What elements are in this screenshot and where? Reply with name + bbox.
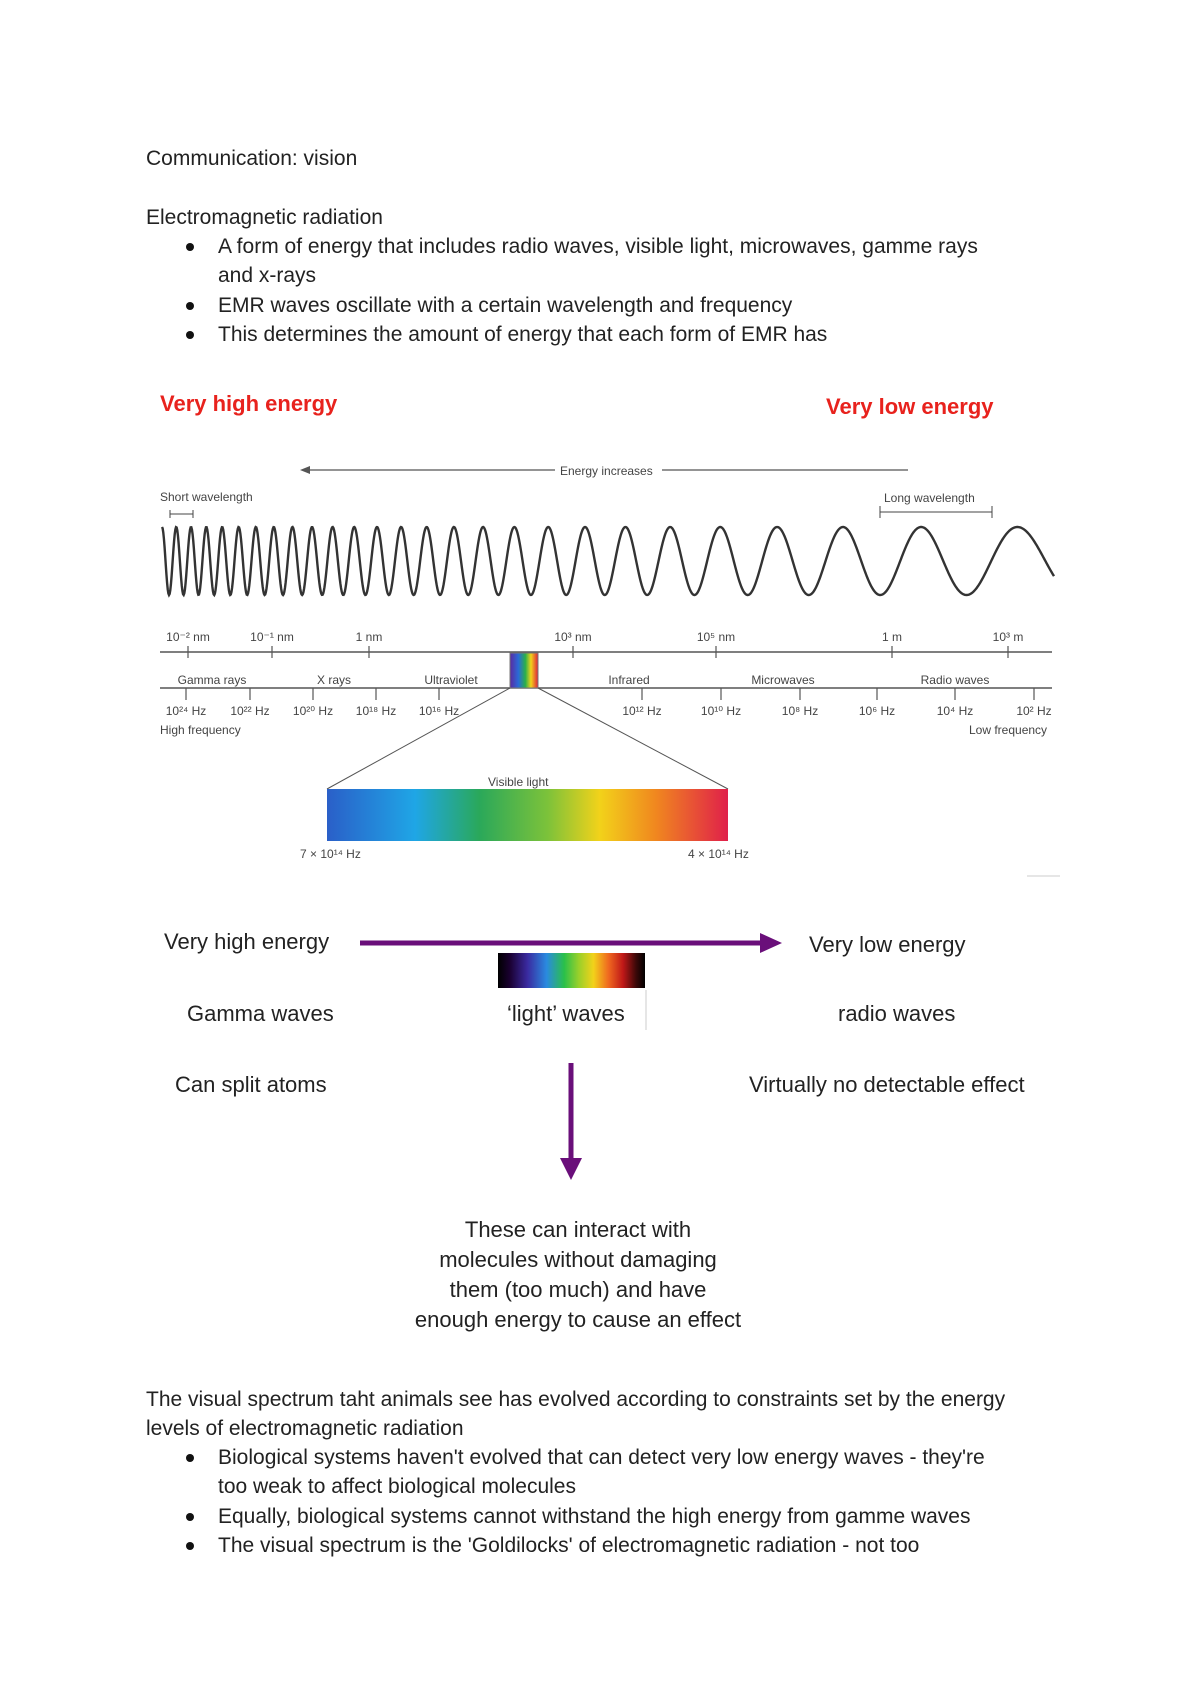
wavelength-tick-label: 10⁻² nm: [166, 630, 210, 644]
wavelength-tick-label: 10⁻¹ nm: [250, 630, 294, 644]
energy-summary-figure: [0, 900, 1200, 1340]
wavelength-tick-label: 1 nm: [355, 630, 383, 644]
interaction-text-line: them (too much) and have: [449, 1277, 707, 1302]
paragraph-line: The visual spectrum taht animals see has evolved according to constraints set by the energy: [146, 1388, 1006, 1411]
energy-increases-label: Energy increases: [560, 464, 653, 478]
paragraph-line: levels of electromagnetic radiation: [146, 1417, 464, 1440]
interaction-text-line: enough energy to cause an effect: [414, 1307, 742, 1332]
list-item: EMR waves oscillate with a certain wavelength and frequency: [218, 294, 793, 317]
very-low-energy-text: Very low energy: [809, 932, 966, 957]
no-effect-text: Virtually no detectable effect: [749, 1072, 1025, 1097]
bullet-dot: [186, 302, 194, 310]
short-wavelength-label: Short wavelength: [160, 490, 253, 504]
page-title: Communication: vision: [146, 147, 358, 170]
wavelength-axis: [160, 630, 1052, 658]
frequency-tick-label: 10⁶ Hz: [858, 704, 896, 718]
frequency-tick-label: 10¹⁰ Hz: [700, 704, 742, 718]
radio-waves-text: radio waves: [838, 1001, 956, 1026]
list-item-continuation: and x-rays: [218, 264, 317, 287]
frequency-tick-label: 10²² Hz: [230, 704, 270, 718]
split-atoms-text: Can split atoms: [175, 1072, 327, 1097]
list-item: Biological systems haven't evolved that can detect very low energy waves - they're: [218, 1446, 985, 1469]
long-wavelength-bracket: [880, 506, 992, 518]
low-frequency-label: Low frequency: [969, 723, 1048, 737]
wavelength-tick-label: 10⁵ nm: [696, 630, 736, 644]
visible-band-small: [510, 653, 538, 688]
visible-left-frequency: 7 × 10¹⁴ Hz: [300, 847, 361, 861]
em-wave: [162, 527, 1054, 595]
bullet-dot: [186, 1542, 194, 1550]
frequency-tick-label: 10¹⁶ Hz: [418, 704, 460, 718]
visible-right-frequency: 4 × 10¹⁴ Hz: [688, 847, 749, 861]
band-label: Radio waves: [920, 673, 990, 687]
visible-light-label: Visible light: [488, 775, 549, 789]
interaction-text-line: These can interact with: [464, 1217, 692, 1242]
frequency-tick-label: 10² Hz: [1016, 704, 1052, 718]
frequency-tick-label: 10¹² Hz: [622, 704, 662, 718]
interaction-arrow-head: [560, 1158, 582, 1180]
bullet-dot: [186, 1454, 194, 1462]
list-item-continuation: too weak to affect biological molecules: [218, 1475, 576, 1498]
frequency-tick-label: 10¹⁸ Hz: [355, 704, 397, 718]
wavelength-tick-label: 10³ m: [992, 630, 1024, 644]
band-label: Gamma rays: [177, 673, 247, 687]
gamma-waves-text: Gamma waves: [187, 1001, 334, 1026]
section-heading: Electromagnetic radiation: [146, 206, 383, 229]
list-item: A form of energy that includes radio waves, visible light, microwaves, gamme rays: [218, 235, 978, 258]
list-item: This determines the amount of energy that each form of EMR has: [218, 323, 828, 346]
very-high-energy-label: Very high energy: [160, 391, 338, 416]
list-item: The visual spectrum is the 'Goldilocks' of electromagnetic radiation - not too: [218, 1534, 920, 1557]
wavelength-tick-label: 10³ nm: [554, 630, 592, 644]
energy-arrow-head: [300, 466, 310, 474]
band-label: Ultraviolet: [424, 673, 478, 687]
energy-arrow-horizontal-head: [760, 933, 782, 953]
bullet-dot: [186, 331, 194, 339]
light-waves-text: ‘light’ waves: [507, 1001, 625, 1026]
list-item: Equally, biological systems cannot withstand the high energy from gamme waves: [218, 1505, 971, 1528]
light-spectrum-bar: [498, 953, 645, 988]
short-wavelength-bracket: [170, 510, 193, 518]
band-label: Microwaves: [751, 673, 815, 687]
band-axis: [160, 673, 1052, 718]
frequency-tick-label: 10²⁴ Hz: [165, 704, 207, 718]
em-spectrum-figure: [0, 370, 1200, 890]
frequency-tick-label: 10²⁰ Hz: [292, 704, 334, 718]
very-low-energy-label: Very low energy: [826, 394, 994, 419]
frequency-tick-label: 10⁸ Hz: [781, 704, 819, 718]
bullet-dot: [186, 243, 194, 251]
visible-light-spectrum: [327, 789, 728, 841]
interaction-text-line: molecules without damaging: [439, 1247, 717, 1272]
band-label: X rays: [316, 673, 352, 687]
wavelength-tick-label: 1 m: [881, 630, 903, 644]
very-high-energy-text: Very high energy: [164, 929, 330, 954]
bullet-dot: [186, 1513, 194, 1521]
high-frequency-label: High frequency: [160, 723, 241, 737]
long-wavelength-label: Long wavelength: [884, 491, 975, 505]
frequency-tick-label: 10⁴ Hz: [936, 704, 974, 718]
band-label: Infrared: [608, 673, 650, 687]
